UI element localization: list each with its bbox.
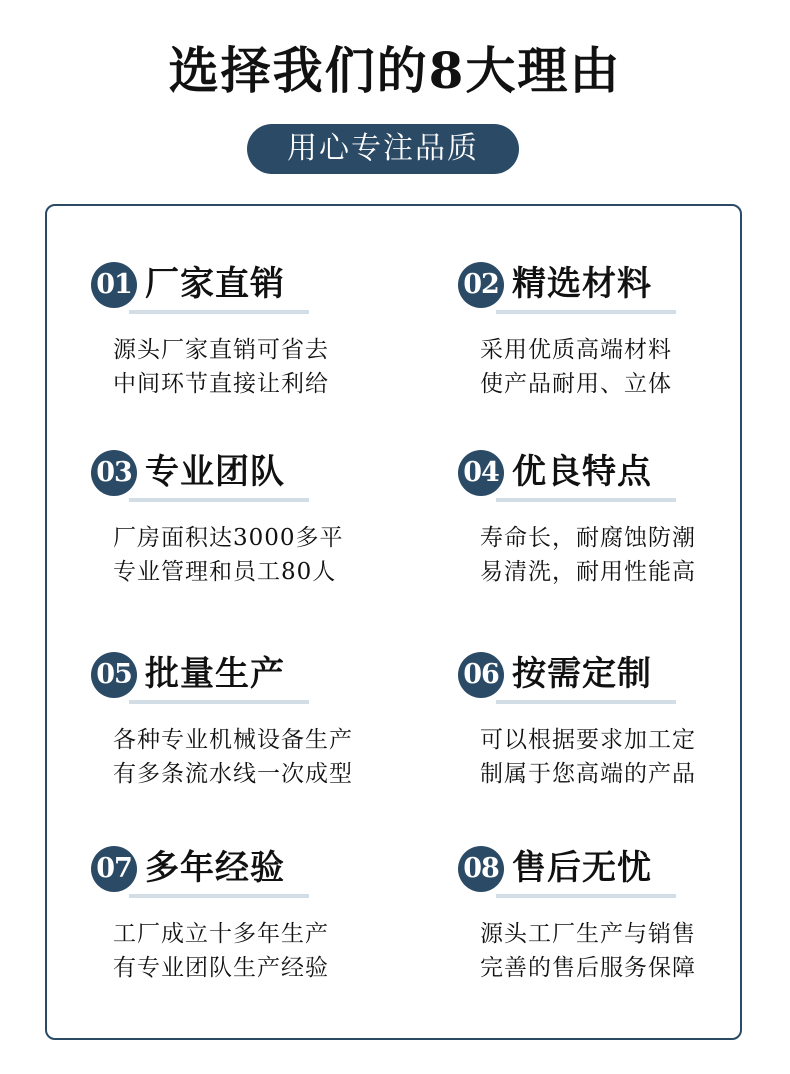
reason-item-4 — [458, 450, 758, 600]
description-line: 制属于您高端的产品 — [480, 761, 696, 787]
reason-description — [113, 723, 353, 791]
description-line: 有专业团队生产经验 — [113, 955, 329, 981]
reason-title: 精选材料 — [512, 264, 652, 304]
subtitle-badge: 用心专注品质 — [247, 124, 519, 174]
title-underline — [129, 894, 309, 898]
reason-item-5 — [91, 652, 391, 802]
number-badge: 03 — [91, 450, 137, 496]
reason-description — [480, 521, 696, 589]
description-line: 有多条流水线一次成型 — [113, 761, 353, 787]
description-line: 采用优质高端材料 — [480, 337, 672, 363]
title-underline — [129, 498, 309, 502]
reason-title: 售后无忧 — [512, 848, 652, 888]
reason-description — [480, 917, 696, 985]
reason-title: 多年经验 — [145, 848, 285, 888]
reason-title: 按需定制 — [512, 654, 652, 694]
page-title: 选择我们的8大理由 — [168, 41, 622, 100]
reason-header — [458, 652, 708, 704]
description-line: 工厂成立十多年生产 — [113, 921, 329, 947]
reason-title: 厂家直销 — [145, 264, 285, 304]
description-line: 专业管理和员工80人 — [113, 559, 337, 585]
reason-header — [91, 846, 341, 898]
description-line: 寿命长，耐腐蚀防潮 — [480, 525, 696, 551]
reason-header — [458, 846, 708, 898]
description-line: 各种专业机械设备生产 — [113, 727, 353, 753]
title-underline — [496, 498, 676, 502]
reason-title: 优良特点 — [512, 452, 652, 492]
reason-title: 专业团队 — [145, 452, 285, 492]
title-underline — [496, 700, 676, 704]
reason-item-1 — [91, 262, 391, 412]
reason-item-2 — [458, 262, 758, 412]
description-line: 完善的售后服务保障 — [480, 955, 696, 981]
reason-description — [480, 723, 696, 791]
number-badge: 04 — [458, 450, 504, 496]
number-badge: 01 — [91, 262, 137, 308]
reason-item-6 — [458, 652, 758, 802]
reason-description — [113, 521, 344, 589]
title-underline — [496, 310, 676, 314]
title-underline — [129, 310, 309, 314]
reason-title: 批量生产 — [145, 654, 285, 694]
number-badge: 07 — [91, 846, 137, 892]
reason-header — [91, 262, 341, 314]
reason-header — [91, 450, 341, 502]
reason-header — [91, 652, 341, 704]
title-underline — [496, 894, 676, 898]
description-line: 厂房面积达3000多平 — [113, 525, 344, 551]
reason-header — [458, 262, 708, 314]
description-line: 使产品耐用、立体 — [480, 371, 672, 397]
title-underline — [129, 700, 309, 704]
reason-description — [480, 333, 672, 401]
number-badge: 02 — [458, 262, 504, 308]
description-line: 可以根据要求加工定 — [480, 727, 696, 753]
reasons-card — [45, 204, 742, 1040]
reason-description — [113, 333, 329, 401]
number-badge: 08 — [458, 846, 504, 892]
reason-description — [113, 917, 329, 985]
description-line: 源头工厂生产与销售 — [480, 921, 696, 947]
description-line: 源头厂家直销可省去 — [113, 337, 329, 363]
reason-item-3 — [91, 450, 391, 600]
reason-header — [458, 450, 708, 502]
reason-item-8 — [458, 846, 758, 996]
description-line: 中间环节直接让利给 — [113, 371, 329, 397]
number-badge: 06 — [458, 652, 504, 698]
reason-item-7 — [91, 846, 391, 996]
number-badge: 05 — [91, 652, 137, 698]
description-line: 易清洗，耐用性能高 — [480, 559, 696, 585]
